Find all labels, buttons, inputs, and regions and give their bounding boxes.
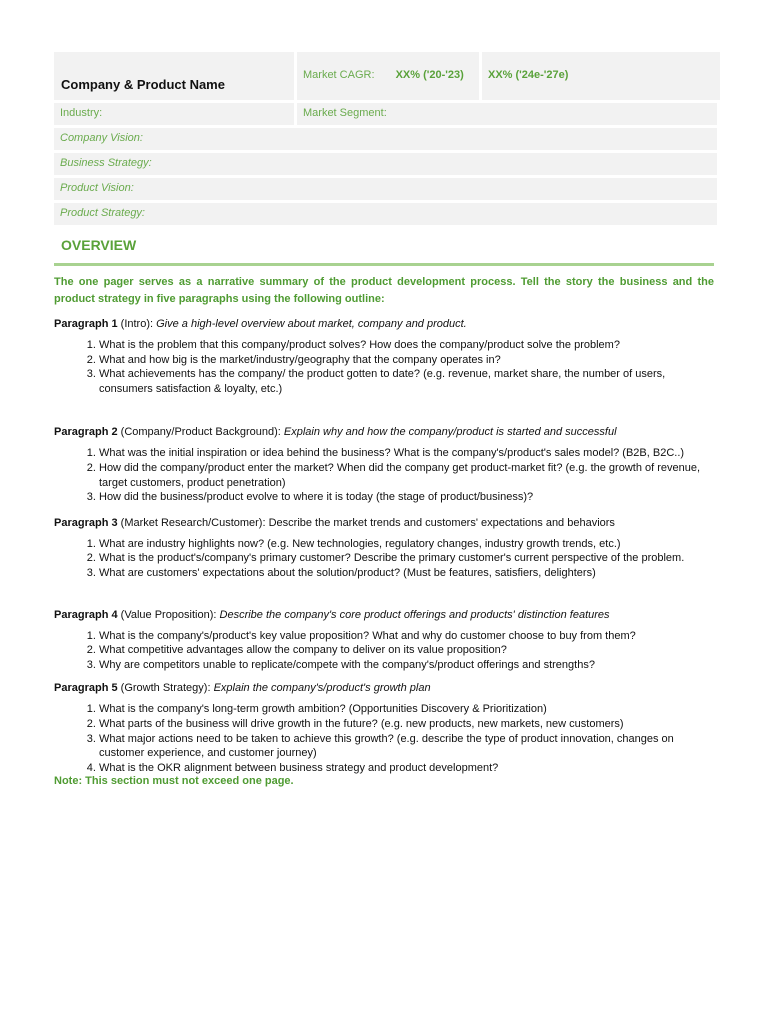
market-segment-field: Market Segment: [297,103,717,125]
question-item: 1. What was the initial inspiration or idea behind the business? What is the company's/product's sales model? (B2B, B2C..) [99,446,714,461]
question-item: 3. Why are competitors unable to replicate/compete with the company's/product offerings and strengths? [99,658,714,673]
question-list [54,338,714,396]
header-table [54,52,714,225]
paragraph-topic: (Market Research/Customer): [120,516,266,529]
question-item: 2. How did the company/product enter the market? When did the company get product-market fit? (e.g. the growth of revenue, target customers, product penetration) [99,461,714,490]
question-list [54,446,714,504]
question-item: 2. What and how big is the market/industry/geography that the company operates in? [99,353,714,368]
question-item: 3. How did the business/product evolve to where it is today (the stage of product/business)? [99,490,714,505]
product-vision-field: Product Vision: [54,178,717,200]
paragraph-topic: (Intro): [120,318,154,330]
paragraph-label: Paragraph 2 [54,426,118,439]
question-item: 2. What parts of the business will drive growth in the future? (e.g. new products, new markets, new customers) [99,717,714,732]
question-item: 3. What achievements has the company/ the product gotten to date? (e.g. revenue, market share, the number of users, consumers satisfaction & loyalty, etc.) [99,367,714,396]
cagr-historical [297,52,479,100]
market-cagr-label: Market CAGR: [303,69,375,81]
paragraph-section [54,318,714,396]
question-item: 2. What is the product's/company's primary customer? Describe the primary customer's current perspective of the problem. [99,551,714,566]
paragraph-description: Describe the market trends and customers' expectations and behaviors [268,516,615,529]
company-name-cell [54,52,294,100]
paragraph-section [54,682,714,775]
overview-divider [54,263,714,266]
paragraph-label: Paragraph 3 [54,516,118,529]
question-item: 1. What is the problem that this company/product solves? How does the company/product solve the problem? [99,338,714,353]
paragraph-section [54,426,714,504]
paragraph-outline [54,318,714,775]
question-item: 1. What is the company's/product's key value proposition? What and why do customer choose to buy from them? [99,629,714,644]
company-product-name: Company & Product Name [61,77,225,92]
paragraph-heading [54,682,714,694]
question-item: 4. What is the OKR alignment between business strategy and product development? [99,761,714,776]
question-list [54,702,714,775]
paragraph-topic: (Value Proposition): [120,608,217,621]
question-item: 3. What major actions need to be taken to achieve this growth? (e.g. describe the type of product innovation, changes on customer experience, and customer journey) [99,732,714,761]
paragraph-topic: (Growth Strategy): [120,682,211,695]
cagr-forecast [482,52,720,100]
business-strategy-field: Business Strategy: [54,153,717,175]
paragraph-description: Explain why and how the company/product is started and successful [283,426,617,439]
cagr-value-forecast: XX% ('24e-'27e) [488,69,569,81]
paragraph-section [54,609,714,673]
page-limit-note: Note: This section must not exceed one page. [54,775,294,788]
overview-intro: The one pager serves as a narrative summary of the product development process. Tell the story the business and the product strategy in five paragraphs using the following outline: [54,276,714,305]
company-vision-field: Company Vision: [54,128,717,150]
industry-field: Industry: [54,103,294,125]
question-item: 1. What is the company's long-term growth ambition? (Opportunities Discovery & Prioritization) [99,702,714,717]
one-pager-template [54,52,714,787]
paragraph-label: Paragraph 4 [54,608,118,621]
paragraph-description: Give a high-level overview about market, company and product. [156,318,467,330]
market-cagr-cell [297,52,717,100]
paragraph-section [54,517,714,581]
question-item: 2. What competitive advantages allow the company to deliver on its value proposition? [99,643,714,658]
paragraph-heading [54,517,714,529]
question-list [54,537,714,581]
paragraph-description: Explain the company's/product's growth plan [213,682,431,695]
cagr-value-historical: XX% ('20-'23) [395,69,464,81]
paragraph-heading [54,426,714,438]
paragraph-heading [54,318,714,330]
question-item: 3. What are customers' expectations about the solution/product? (Must be features, satisfiers, delighters) [99,566,714,581]
paragraph-heading [54,609,714,621]
question-item: 1. What are industry highlights now? (e.g. New technologies, regulatory changes, industry growth trends, etc.) [99,537,714,552]
product-strategy-field: Product Strategy: [54,203,717,225]
paragraph-label: Paragraph 5 [54,682,118,695]
overview-heading: OVERVIEW [61,237,137,253]
paragraph-topic: (Company/Product Background): [120,426,281,439]
paragraph-description: Describe the company's core product offerings and products' distinction features [219,608,610,621]
question-list [54,629,714,673]
paragraph-label: Paragraph 1 [54,318,118,330]
